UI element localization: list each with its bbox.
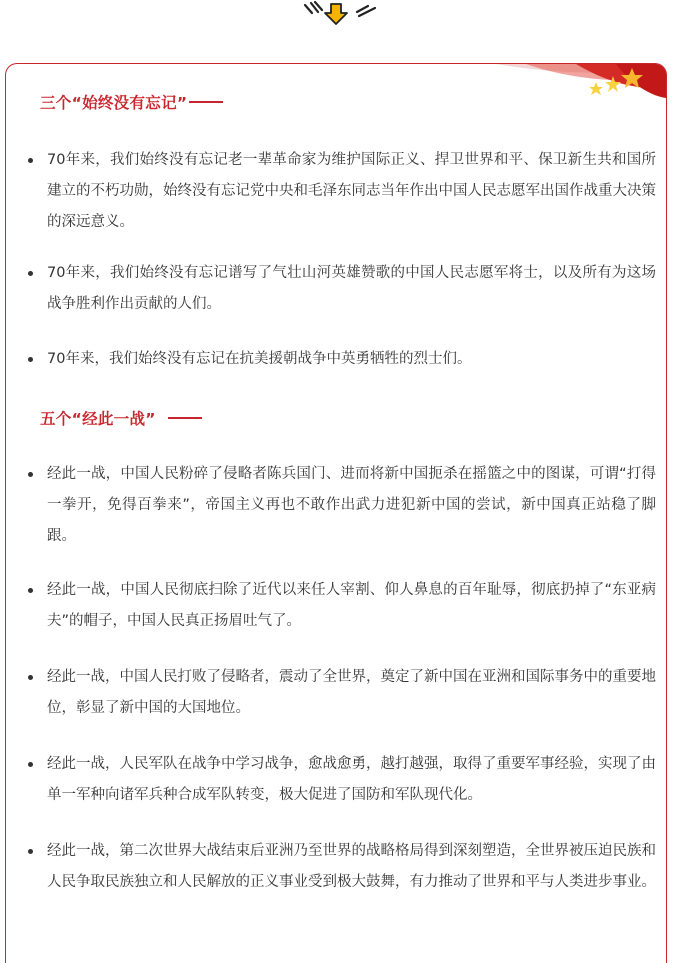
list-item-text: 经此一战，第二次世界大战结束后亚洲乃至世界的战略格局得到深刻塑造，全世界被压迫民族和人民争取民族独立和人民解放的正义事业受到极大鼓舞，有力推动了世界和平与人类进步事业。: [47, 843, 656, 890]
bullet-icon: [28, 675, 33, 680]
section-title-three-never-forget: [40, 91, 223, 113]
section-title-text: 五个“经此一战”: [40, 410, 156, 428]
list-item: [28, 459, 656, 552]
top-decoration: [0, 0, 675, 40]
bullet-icon: [28, 762, 33, 767]
list-item: [28, 662, 656, 724]
list-item: [28, 836, 656, 898]
down-arrow-icon: [305, 2, 375, 24]
list-item-text: 70年来，我们始终没有忘记在抗美援朝战争中英勇牺牲的烈士们。: [47, 351, 472, 367]
list-item: [28, 344, 656, 375]
title-dash-decoration: [168, 417, 202, 419]
section-title-text: 三个“始终没有忘记”: [40, 94, 188, 112]
bullet-icon: [28, 849, 33, 854]
bullet-icon: [28, 472, 33, 477]
bullet-icon: [28, 357, 33, 362]
bullet-icon: [28, 158, 33, 163]
bullet-icon: [28, 588, 33, 593]
section-title-five-after-war: [40, 407, 202, 429]
star-ribbon-icon: [466, 64, 666, 104]
title-dash-decoration: [189, 101, 223, 103]
list-item: [28, 749, 656, 811]
list-item-text: 70年来，我们始终没有忘记老一辈革命家为维护国际正义、捍卫世界和平、保卫新生共和国所建立的不朽功勋，始终没有忘记党中央和毛泽东同志当年作出中国人民志愿军出国作战重大决策的深远意义。: [47, 152, 656, 230]
list-item: [28, 258, 656, 320]
list-item: [28, 145, 656, 238]
bullet-icon: [28, 271, 33, 276]
list-item: [28, 575, 656, 637]
list-item-text: 经此一战，中国人民彻底扫除了近代以来任人宰割、仰人鼻息的百年耻辱，彻底扔掉了“东亚病夫”的帽子，中国人民真正扬眉吐气了。: [47, 582, 656, 629]
list-item-text: 经此一战，中国人民粉碎了侵略者陈兵国门、进而将新中国扼杀在摇篮之中的图谋，可谓“打得一拳开，免得百拳来”，帝国主义再也不敢作出武力进犯新中国的尝试，新中国真正站稳了脚跟。: [47, 466, 656, 544]
list-item-text: 经此一战，中国人民打败了侵略者，震动了全世界，奠定了新中国在亚洲和国际事务中的重要地位，彰显了新中国的大国地位。: [47, 669, 656, 716]
list-item-text: 70年来，我们始终没有忘记谱写了气壮山河英雄赞歌的中国人民志愿军将士，以及所有为这场战争胜利作出贡献的人们。: [47, 265, 656, 312]
list-item-text: 经此一战，人民军队在战争中学习战争，愈战愈勇，越打越强，取得了重要军事经验，实现了由单一军种向诸军兵种合成军队转变，极大促进了国防和军队现代化。: [47, 756, 656, 803]
